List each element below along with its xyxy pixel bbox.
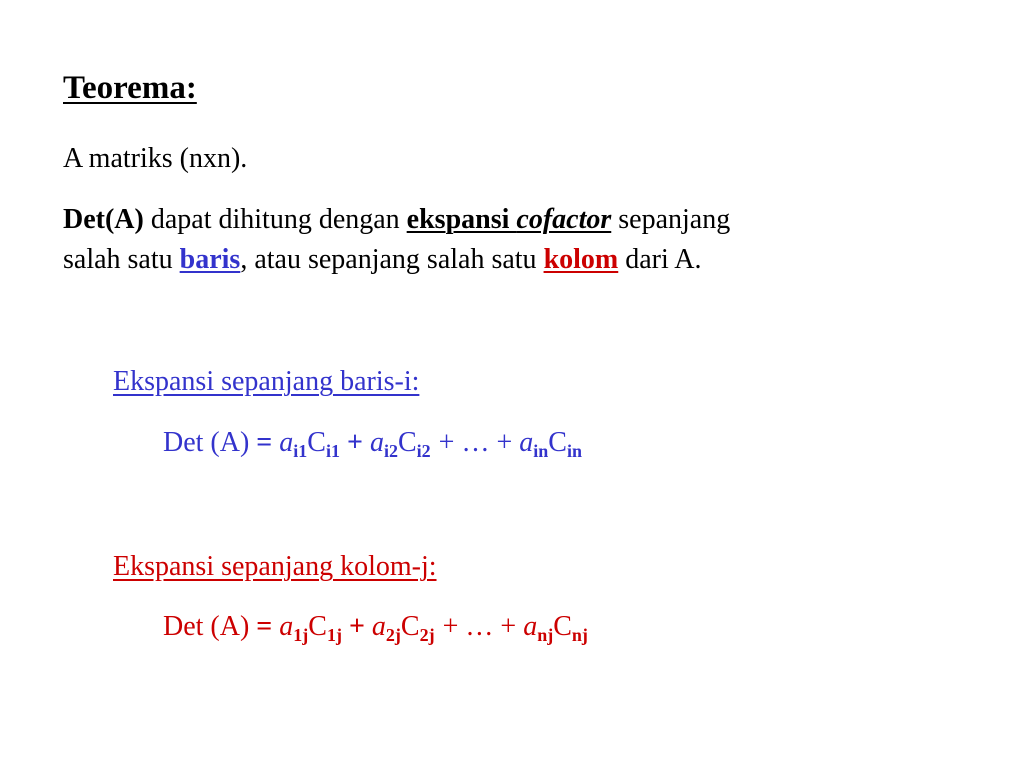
cofactor-c: C: [397, 427, 417, 458]
element-a: a: [369, 427, 384, 458]
subscript: nj: [571, 625, 588, 645]
subscript: in: [566, 441, 582, 461]
cofactor-c: C: [400, 611, 420, 642]
cofactor-c: C: [548, 427, 567, 458]
plus-sign: +: [341, 611, 372, 642]
ekspansi-cofactor-term: [407, 204, 612, 235]
equals-sign: =: [256, 427, 280, 458]
statement-text: dari A.: [618, 244, 702, 275]
element-a: a: [519, 427, 534, 458]
ellipsis-term: + … +: [442, 611, 524, 642]
theorem-statement-line-1: [63, 206, 730, 234]
cofactor-c: C: [307, 427, 326, 458]
cofactor-c: C: [553, 611, 572, 642]
element-a: a: [279, 427, 294, 458]
subscript: i1: [325, 441, 340, 461]
theorem-heading: Teorema:: [63, 70, 197, 106]
ellipsis-term: + … +: [438, 427, 520, 458]
element-a: a: [523, 611, 538, 642]
subscript: i1: [293, 441, 308, 461]
ekspansi-word: ekspansi: [406, 204, 517, 235]
element-a: a: [279, 611, 294, 642]
column-expansion-heading: Ekspansi sepanjang kolom-j:: [113, 551, 437, 582]
subscript: i2: [416, 441, 431, 461]
formula-lhs: Det (A): [163, 611, 257, 642]
subscript: 2j: [385, 625, 401, 645]
subscript: nj: [537, 625, 554, 645]
cofactor-word: cofactor: [516, 204, 612, 235]
statement-text: , atau sepanjang salah satu: [240, 244, 544, 275]
subscript: 1j: [326, 625, 342, 645]
subscript: in: [533, 441, 549, 461]
cofactor-c: C: [308, 611, 327, 642]
theorem-statement-line-2: [63, 246, 701, 274]
element-a: a: [371, 611, 386, 642]
row-expansion-formula: [163, 427, 582, 461]
plus-sign: +: [339, 427, 370, 458]
kolom-term: kolom: [543, 244, 619, 275]
equals-sign: =: [256, 611, 280, 642]
statement-text: dapat dihitung dengan: [143, 204, 407, 235]
det-a-term: Det(A): [63, 204, 144, 235]
column-expansion-formula: [163, 611, 588, 645]
row-expansion-heading: Ekspansi sepanjang baris-i:: [113, 366, 420, 397]
subscript: 1j: [293, 625, 309, 645]
statement-text: sepanjang: [611, 204, 731, 235]
subscript: i2: [383, 441, 398, 461]
subscript: 2j: [419, 625, 435, 645]
baris-term: baris: [179, 244, 241, 275]
matrix-definition-line: A matriks (nxn).: [63, 143, 248, 174]
formula-lhs: Det (A): [163, 427, 257, 458]
statement-text: salah satu: [63, 244, 180, 275]
